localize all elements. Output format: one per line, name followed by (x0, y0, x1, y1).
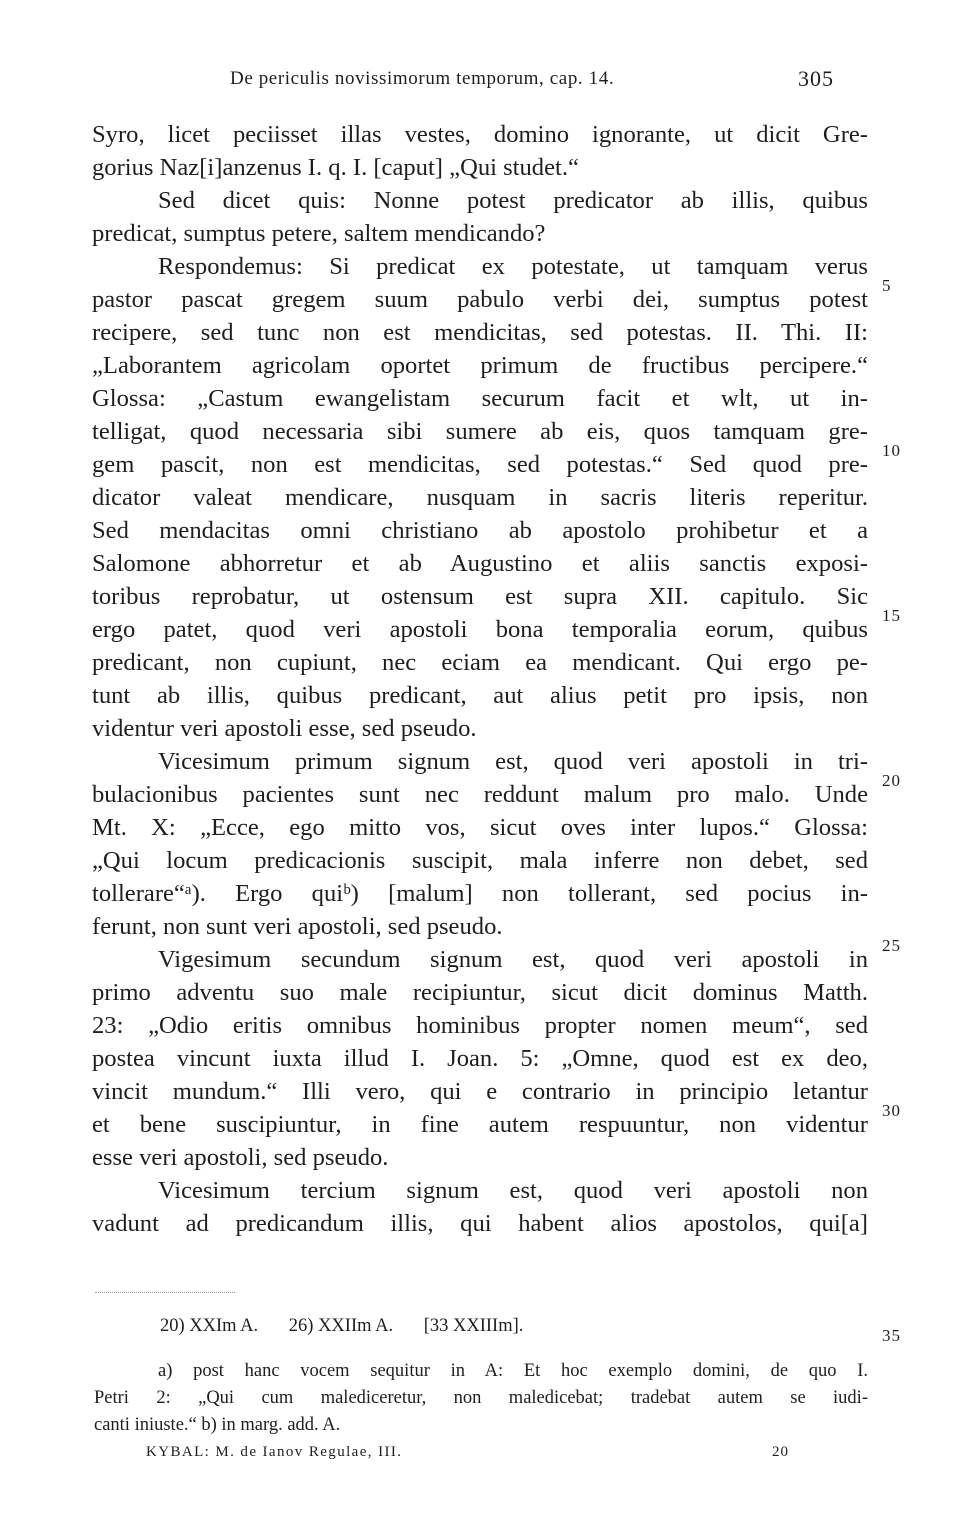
text-line: Sed mendacitas omni christiano ab apostolo prohibetur et a (92, 517, 868, 544)
text-line: Sed dicet quis: Nonne potest predicator ab illis, quibus (158, 187, 868, 214)
text-line: esse veri apostoli, sed pseudo. (92, 1144, 389, 1171)
text-line: primo adventu suo male recipiuntur, sicut dicit dominus Matth. (92, 979, 868, 1006)
text-line: telligat, quod necessaria sibi sumere ab eis, quos tamquam gre- (92, 418, 868, 445)
page-number: 305 (798, 66, 834, 91)
line-number: 10 (882, 441, 901, 460)
line-number: 25 (882, 936, 901, 955)
text-line: Salomone abhorretur et ab Augustino et aliis sanctis exposi- (92, 550, 868, 577)
sheet-number: 20 (772, 1444, 789, 1460)
text-line: Syro, licet peciisset illas vestes, domino ignorante, ut dicit Gre- (92, 121, 868, 148)
text-line: gem pascit, non est mendicitas, sed potestas.“ Sed quod pre- (92, 451, 868, 478)
text-line: „Qui locum predicacionis suscipit, mala inferre non debet, sed (92, 847, 868, 874)
variant-note: 20) XXIm A. (160, 1316, 259, 1336)
text-line: vincit mundum.“ Illi vero, qui e contrario in principio letantur (92, 1078, 868, 1105)
text-line: predicat, sumptus petere, saltem mendicando? (92, 220, 546, 247)
text-line: ergo patet, quod veri apostoli bona temporalia eorum, quibus (92, 616, 868, 643)
variant-apparatus (160, 1316, 549, 1337)
running-head: De periculis novissimorum temporum, cap. 14. (230, 68, 615, 89)
variant-note: 26) XXIIm A. (288, 1316, 394, 1336)
text-line: „Laborantem agricolam oportet primum de fructibus percipere.“ (92, 352, 868, 379)
printer-signature: KYBAL: M. de Ianov Regulae, III. (146, 1444, 403, 1460)
text-line: et bene suscipiuntur, in fine autem respuuntur, non videntur (92, 1111, 868, 1138)
text-line: vadunt ad predicandum illis, qui habent alios apostolos, qui[a] (92, 1210, 868, 1237)
text-line: ferunt, non sunt veri apostoli, sed pseudo. (92, 913, 503, 940)
variant-note: [33 XXIIIm]. (423, 1316, 524, 1336)
main-text (92, 118, 868, 1240)
text-line: gorius Naz[i]anzenus I. q. I. [caput] „Qui studet.“ (92, 154, 579, 181)
line-number: 20 (882, 771, 901, 790)
text-line: predicant, non cupiunt, nec eciam ea mendicant. Qui ergo pe- (92, 649, 868, 676)
text-line: toribus reprobatur, ut ostensum est supra XII. capitulo. Sic (92, 583, 868, 610)
text-line: Vicesimum primum signum est, quod veri apostoli in tri- (158, 748, 868, 775)
text-line: Vicesimum tercium signum est, quod veri apostoli non (158, 1177, 868, 1204)
text-line: postea vincunt iuxta illud I. Joan. 5: „Omne, quod est ex deo, (92, 1045, 868, 1072)
text-line: recipere, sed tunc non est mendicitas, sed potestas. II. Thi. II: (92, 319, 868, 346)
text-line: Respondemus: Si predicat ex potestate, ut tamquam verus (158, 253, 868, 280)
text-line: tunt ab illis, quibus predicant, aut alius petit pro ipsis, non (92, 682, 868, 709)
line-number: 30 (882, 1101, 901, 1120)
footnote-line: Petri 2: „Qui cum malediceretur, non maledicebat; tradebat autem se iudi- (94, 1388, 868, 1408)
text-line: videntur veri apostoli esse, sed pseudo. (92, 715, 477, 742)
text-line: Mt. X: „Ecce, ego mitto vos, sicut oves inter lupos.“ Glossa: (92, 814, 868, 841)
text-line: Glossa: „Castum ewangelistam securum facit et wlt, ut in- (92, 385, 868, 412)
line-number: 15 (882, 606, 901, 625)
line-number: 5 (882, 276, 892, 295)
footnotes (94, 1358, 868, 1439)
footnote-line: canti iniuste.“ b) in marg. add. A. (94, 1415, 341, 1435)
text-line: pastor pascat gregem suum pabulo verbi dei, sumptus potest (92, 286, 868, 313)
text-line: tollerare“ᵃ). Ergo quiᵇ) [malum] non tollerant, sed pocius in- (92, 880, 868, 907)
text-line: 23: „Odio eritis omnibus hominibus propter nomen meum“, sed (92, 1012, 868, 1039)
line-number: 35 (882, 1326, 901, 1345)
footnote-line: a) post hanc vocem sequitur in A: Et hoc exemplo domini, de quo I. (158, 1361, 868, 1381)
text-line: Vigesimum secundum signum est, quod veri apostoli in (158, 946, 868, 973)
text-line: dicator valeat mendicare, nusquam in sacris literis reperitur. (92, 484, 868, 511)
apparatus-separator (95, 1292, 235, 1293)
text-line: bulacionibus pacientes sunt nec reddunt malum pro malo. Unde (92, 781, 868, 808)
